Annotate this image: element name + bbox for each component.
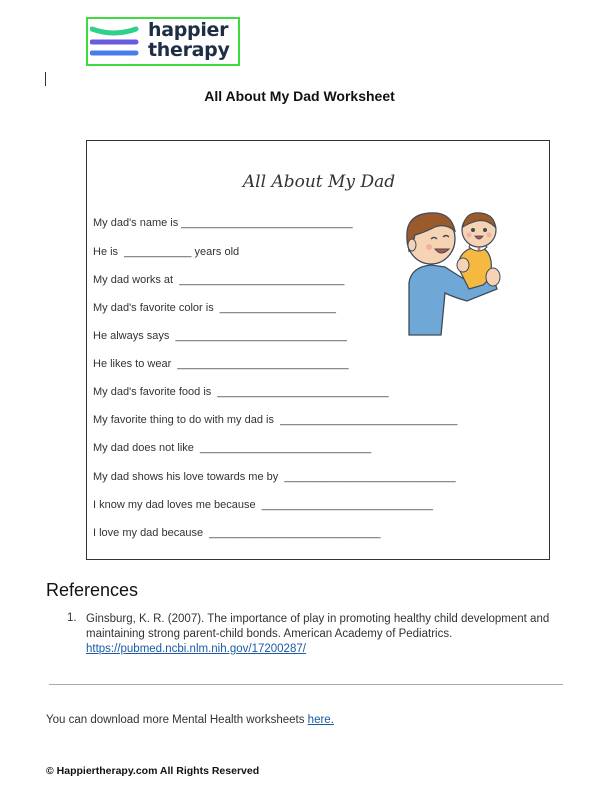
worksheet-heading: All About My Dad [242,172,396,192]
prompt-does-not-like[interactable]: My dad does not like ____________________________ [93,442,372,454]
copyright-notice: © Happiertherapy.com All Rights Reserved [46,765,260,777]
prompt-likes-to-wear[interactable]: He likes to wear ____________________________ [93,358,349,370]
reference-number: 1. [67,612,77,624]
father-holding-baby-illustration [401,205,513,340]
prompt-always-says[interactable]: He always says ____________________________ [93,330,347,342]
prompt-dads-name[interactable]: My dad's name is ____________________________ [93,217,353,229]
reference-link[interactable]: https://pubmed.ncbi.nlm.nih.gov/17200287/ [86,643,306,655]
prompt-i-love-my-dad[interactable]: I love my dad because ____________________________ [93,527,381,539]
prompt-shows-love[interactable]: My dad shows his love towards me by ____________________________ [93,471,456,483]
references-heading: References [46,580,139,600]
reference-citation: Ginsburg, K. R. (2007). The importance of play in promoting healthy child development and maintaining strong parent-child bonds. American Academy of Pediatrics. [86,613,550,640]
prompt-work[interactable]: My dad works at ___________________________ [93,274,345,286]
download-link[interactable]: here. [307,714,334,726]
happier-therapy-logo[interactable] [86,17,240,66]
prompt-age[interactable]: He is ___________ years old [93,246,240,258]
prompt-favorite-color[interactable]: My dad's favorite color is ___________________ [93,302,337,314]
worksheet-box [86,140,550,560]
logo-stripes-icon [90,25,142,61]
prompt-favorite-food[interactable]: My dad's favorite food is ____________________________ [93,386,389,398]
logo-word-happier: happier [148,19,229,41]
download-text: You can download more Mental Health worksheets [46,714,308,726]
prompt-favorite-thing[interactable]: My favorite thing to do with my dad is _____________________________ [93,414,458,426]
logo-word-therapy: therapy [148,39,230,61]
divider [49,684,563,685]
text-cursor [45,72,46,86]
reference-item [86,612,566,657]
document-title: All About My Dad Worksheet [204,88,395,104]
download-note [46,714,334,726]
prompt-loves-me-because[interactable]: I know my dad loves me because ____________________________ [93,499,434,511]
